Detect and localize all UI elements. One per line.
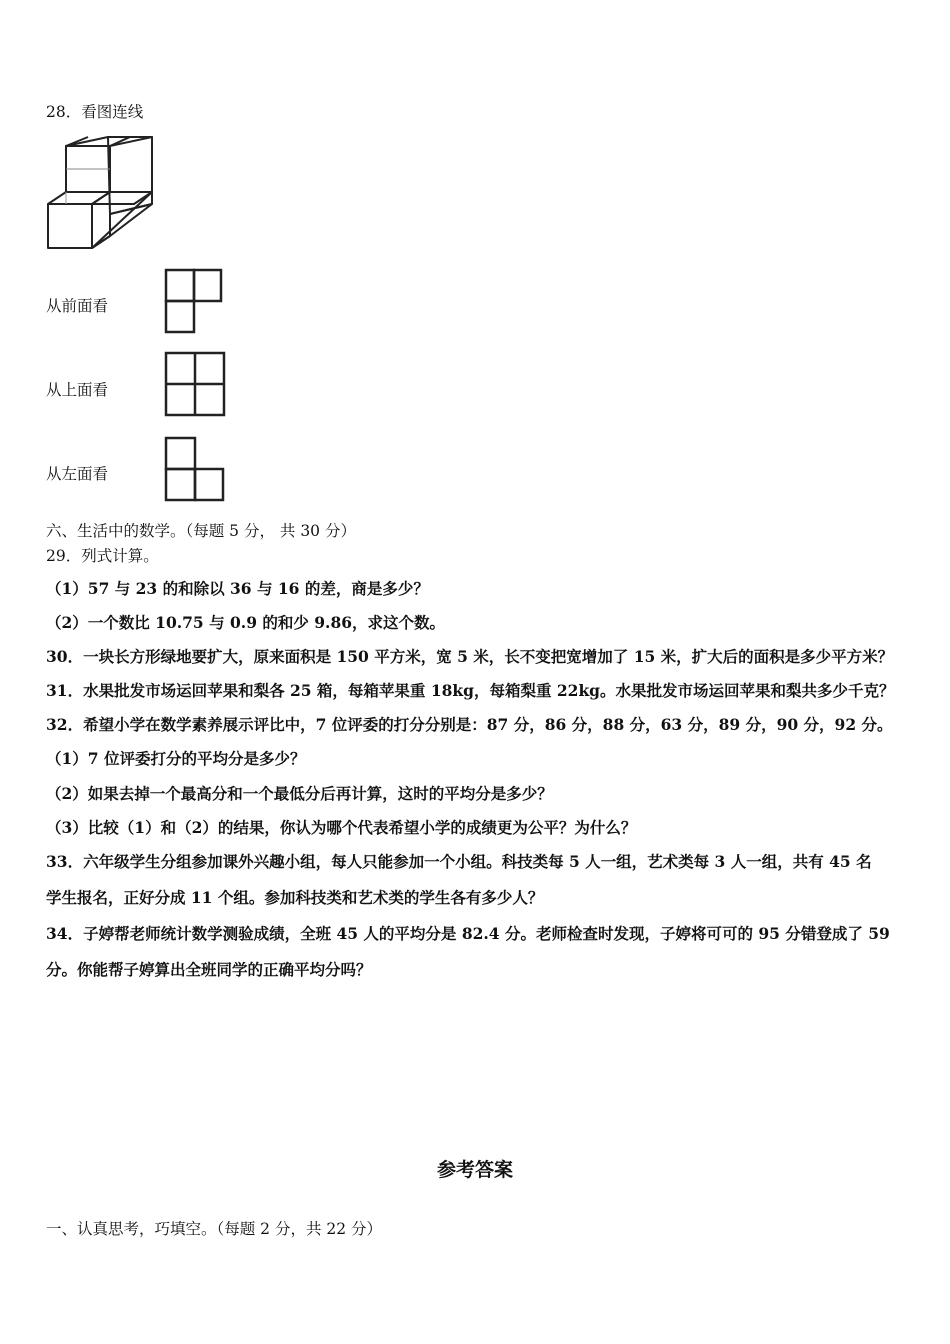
view-label-front: 从前面看	[46, 297, 109, 315]
q29-sub1: （1）57 与 23 的和除以 36 与 16 的差，商是多少？	[46, 579, 429, 598]
left-view-figure	[164, 436, 226, 502]
top-view-figure	[164, 351, 226, 417]
q31: 31．水果批发市场运回苹果和梨各 25 箱，每箱苹果重 18kg，每箱梨重 22kg。水果批发市场运回苹果和梨共多少千克？	[46, 681, 895, 700]
section6-heading: 六、生活中的数学。（每题 5 分， 共 30 分）	[46, 522, 356, 540]
q33-line2: 学生报名，正好分成 11 个组。参加科技类和艺术类的学生各有多少人？	[46, 888, 544, 907]
q32-sub3: （3）比较（1）和（2）的结果，你认为哪个代表希望小学的成绩更为公平？为什么？	[46, 818, 637, 837]
q34-line1: 34．子婷帮老师统计数学测验成绩，全班 45 人的平均分是 82.4 分。老师检查时发现，子婷将可可的 95 分错登成了 59	[46, 924, 890, 943]
q34-line2: 分。你能帮子婷算出全班同学的正确平均分吗？	[46, 960, 372, 979]
q30: 30．一块长方形绿地要扩大，原来面积是 150 平方米，宽 5 米，长不变把宽增加了 15 米，扩大后的面积是多少平方米？	[46, 647, 894, 666]
view-label-top: 从上面看	[46, 381, 109, 399]
q28-title: 28．看图连线	[46, 103, 144, 121]
q29-title: 29．列式计算。	[46, 547, 159, 565]
q32-title: 32．希望小学在数学素养展示评比中，7 位评委的打分分别是：87 分，86 分，88 分，63 分，89 分，90 分，92 分。	[46, 715, 893, 734]
q29-sub2: （2）一个数比 10.75 与 0.9 的和少 9.86，求这个数。	[46, 613, 446, 632]
q32-sub1: （1）7 位评委打分的平均分是多少？	[46, 749, 306, 768]
cube-stack-figure	[44, 134, 160, 252]
view-label-left: 从左面看	[46, 465, 109, 483]
q33-line1: 33．六年级学生分组参加课外兴趣小组，每人只能参加一个小组。科技类每 5 人一组，艺术类每 3 人一组，共有 45 名	[46, 852, 872, 871]
answers-section1: 一、认真思考，巧填空。（每题 2 分，共 22 分）	[46, 1220, 383, 1238]
answers-title: 参考答案	[436, 1159, 513, 1181]
q32-sub2: （2）如果去掉一个最高分和一个最低分后再计算，这时的平均分是多少？	[46, 784, 553, 803]
front-view-figure	[164, 268, 224, 334]
